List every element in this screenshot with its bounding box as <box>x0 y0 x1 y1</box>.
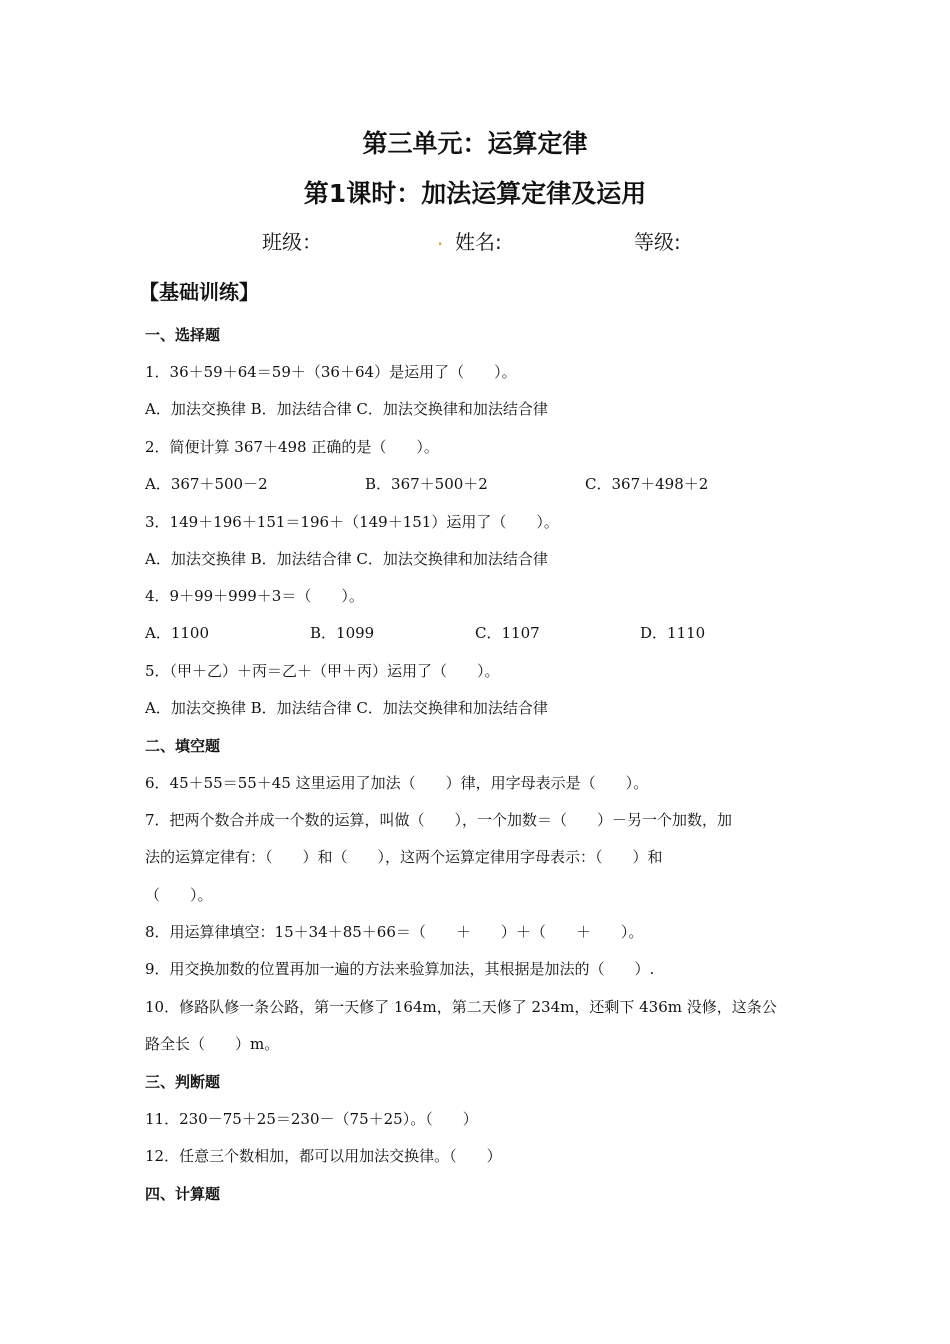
name-label: 姓名: <box>455 230 502 254</box>
question-2-option-a: A．367＋500－2 <box>145 475 268 493</box>
question-5: 5．（甲＋乙）＋丙＝乙＋（甲＋丙）运用了（ ）。 <box>145 662 500 680</box>
heading-fill: 二、填空题 <box>145 737 221 755</box>
question-3-options: A．加法交换律 B．加法结合律 C．加法交换律和加法结合律 <box>145 550 548 568</box>
question-1-options: A．加法交换律 B．加法结合律 C．加法交换律和加法结合律 <box>145 400 548 418</box>
unit-title: 第三单元：运算定律 <box>362 129 588 158</box>
heading-calc: 四、计算题 <box>145 1185 221 1203</box>
question-2: 2．简便计算 367＋498 正确的是（ ）。 <box>145 438 439 456</box>
question-7-line-3: （ ）。 <box>145 886 213 904</box>
question-3: 3．149＋196＋151＝196＋（149＋151）运用了（ ）。 <box>145 513 559 531</box>
question-9: 9．用交换加数的位置再加一遍的方法来验算加法，其根据是加法的（ ）. <box>145 960 655 978</box>
question-4-option-d: D．1110 <box>640 624 706 642</box>
question-4-option-c: C．1107 <box>475 624 540 642</box>
question-8: 8．用运算律填空：15＋34＋85＋66＝（ ＋ ）＋（ ＋ ）。 <box>145 923 644 941</box>
question-10-line-1: 10．修路队修一条公路，第一天修了 164m，第二天修了 234m，还剩下 436m 没修，这条公 <box>145 998 777 1016</box>
separator-dot: . <box>437 226 444 250</box>
question-4-option-a: A．1100 <box>145 624 210 642</box>
question-2-option-b: B．367＋500＋2 <box>365 475 488 493</box>
question-2-option-c: C．367＋498＋2 <box>585 475 709 493</box>
question-1: 1．36＋59＋64＝59＋（36＋64）是运用了（ ）。 <box>145 363 517 381</box>
grade-label: 等级: <box>634 230 681 254</box>
question-4: 4．9＋99＋999＋3＝（ ）。 <box>145 587 364 605</box>
question-7-line-2: 法的运算定律有：（ ）和（ ），这两个运算定律用字母表示：（ ）和 <box>145 848 663 866</box>
heading-judge: 三、判断题 <box>145 1073 221 1091</box>
section-title: 【基础训练】 <box>139 280 259 304</box>
question-11: 11．230－75＋25＝230－（75＋25）。（ ） <box>145 1110 478 1128</box>
heading-choice: 一、选择题 <box>145 326 221 344</box>
question-5-options: A．加法交换律 B．加法结合律 C．加法交换律和加法结合律 <box>145 699 548 717</box>
question-4-option-b: B．1099 <box>310 624 375 642</box>
lesson-title: 第1课时：加法运算定律及运用 <box>303 179 647 208</box>
question-6: 6．45＋55＝55＋45 这里运用了加法（ ）律，用字母表示是（ ）。 <box>145 774 649 792</box>
question-10-line-2: 路全长（ ）m。 <box>145 1035 280 1053</box>
class-label: 班级： <box>262 230 322 254</box>
question-12: 12．任意三个数相加，都可以用加法交换律。（ ） <box>145 1147 502 1165</box>
question-7-line-1: 7．把两个数合并成一个数的运算，叫做（ ），一个加数＝（ ）－另一个加数，加 <box>145 811 733 829</box>
